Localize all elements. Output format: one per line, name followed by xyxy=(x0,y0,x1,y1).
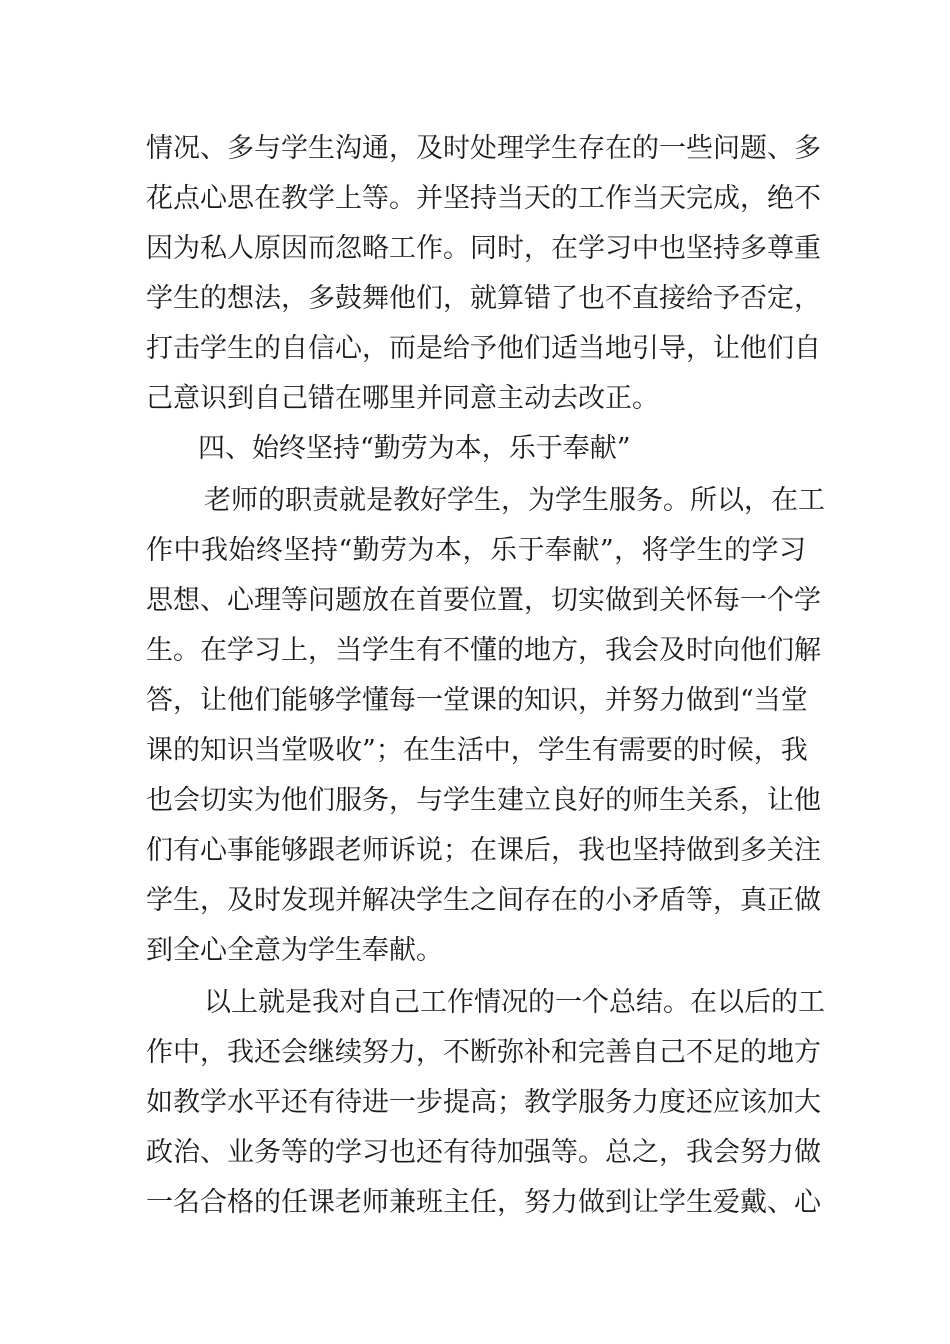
text-line: 作中我始终坚持“勤劳为本，乐于奉献”，将学生的学习 xyxy=(146,535,806,566)
text-line: 思想、心理等问题放在首要位置，切实做到关怀每一个学 xyxy=(146,585,821,616)
text-line: 作中，我还会继续努力，不断弥补和完善自己不足的地方 xyxy=(146,1037,821,1068)
text-line: 学生，及时发现并解决学生之间存在的小矛盾等，真正做 xyxy=(146,885,821,916)
text-line: 打击学生的自信心，而是给予他们适当地引导，让他们自 xyxy=(146,333,821,364)
text-line: 们有心事能够跟老师诉说；在课后，我也坚持做到多关注 xyxy=(146,835,821,866)
text-line: 政治、业务等的学习也还有待加强等。总之，我会努力做 xyxy=(146,1137,821,1168)
text-line: 课的知识当堂吸收”；在生活中，学生有需要的时候，我 xyxy=(146,735,808,766)
text-line: 也会切实为他们服务，与学生建立良好的师生关系，让他 xyxy=(146,785,821,816)
text-line: 花点心思在教学上等。并坚持当天的工作当天完成，绝不 xyxy=(146,183,821,214)
text-line: 答，让他们能够学懂每一堂课的知识，并努力做到“当堂 xyxy=(146,685,808,716)
text-line: 生。在学习上，当学生有不懂的地方，我会及时向他们解 xyxy=(146,635,821,666)
text-line: 一名合格的任课老师兼班主任，努力做到让学生爱戴、心 xyxy=(146,1187,821,1218)
text-line: 己意识到自己错在哪里并同意主动去改正。 xyxy=(146,383,659,414)
text-line: 情况、多与学生沟通，及时处理学生存在的一些问题、多 xyxy=(146,133,821,164)
text-line: 如教学水平还有待进一步提高；教学服务力度还应该加大 xyxy=(146,1087,821,1118)
text-line: 学生的想法，多鼓舞他们，就算错了也不直接给予否定， xyxy=(146,283,821,314)
text-line: 因为私人原因而忽略工作。同时，在学习中也坚持多尊重 xyxy=(146,233,821,264)
section-heading: 四、始终坚持“勤劳为本，乐于奉献” xyxy=(198,433,631,464)
text-line: 到全心全意为学生奉献。 xyxy=(146,935,443,966)
text-line: 以上就是我对自己工作情况的一个总结。在以后的工 xyxy=(204,987,825,1018)
text-line: 老师的职责就是教好学生，为学生服务。所以，在工 xyxy=(204,485,825,516)
